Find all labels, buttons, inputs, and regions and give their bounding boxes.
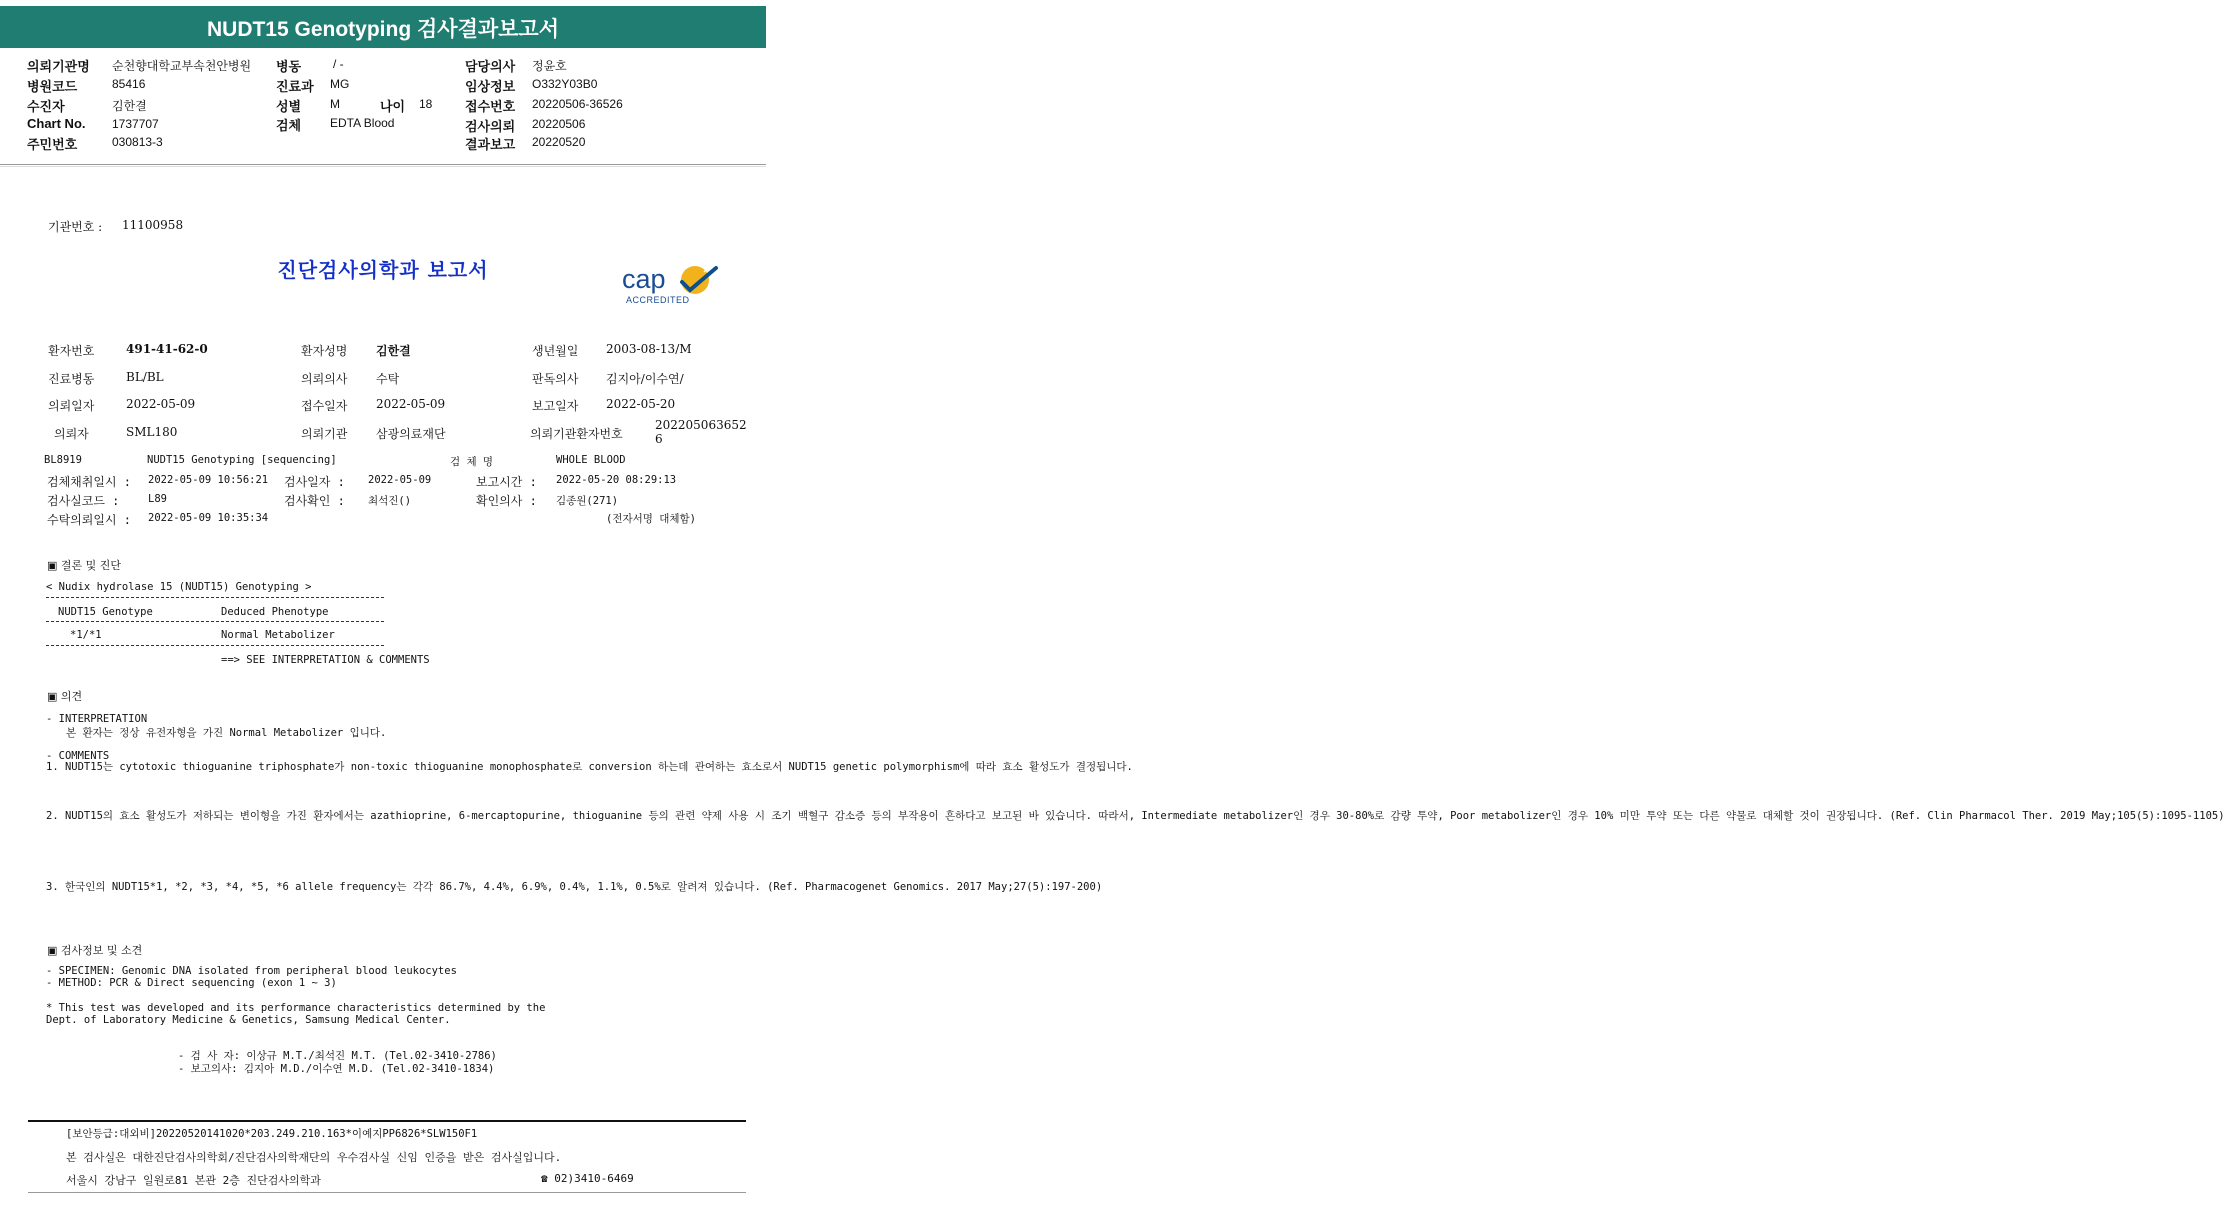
patient-name-value: 김한결	[376, 344, 411, 358]
agency-patient-no-value-1: 202205063652	[655, 418, 747, 432]
info-heading: ▣ 검사정보 및 소견	[47, 944, 143, 957]
room-code-value: L89	[148, 493, 167, 505]
doctor-value: 수탁	[376, 372, 400, 386]
attending-label: 담당의사	[465, 59, 516, 74]
specimen-value: EDTA Blood	[330, 116, 395, 130]
patient-name-label: 환자성명	[301, 344, 348, 358]
comment-2	[46, 810, 2225, 822]
hospital-value: 순천향대학교부속천안병원	[112, 59, 252, 73]
cap-sub: ACCREDITED	[626, 295, 690, 305]
ward-value: / -	[333, 57, 344, 71]
patient-no-value: 491-41-62-0	[126, 342, 208, 356]
agency-patient-no-value-2: 6	[655, 432, 663, 446]
info-method: - METHOD: PCR & Direct sequencing (exon 1 ~ 3)	[46, 977, 337, 989]
header-divider	[0, 164, 766, 165]
report-header-title: NUDT15 Genotyping 검사결과보고서	[206, 18, 559, 41]
confirm-value: 최석진()	[368, 495, 412, 507]
report-time-value: 2022-05-20 08:29:13	[556, 474, 677, 486]
comment-3	[46, 881, 1102, 893]
clinical-info-label: 임상정보	[465, 79, 516, 94]
resident-no-label: 주민번호	[27, 137, 78, 152]
department-label: 진료과	[276, 79, 314, 94]
receive-date-value: 2022-05-09	[376, 397, 446, 411]
test-name: NUDT15 Genotyping [sequencing]	[147, 454, 337, 466]
comment-3-line: (Ref. Pharmacogenet Genomics. 2017 May;27(5):197-200)	[767, 881, 1103, 893]
genotype-value: *1/*1	[70, 629, 102, 641]
report-date-label: 보고일자	[532, 399, 579, 413]
info-note-1: * This test was developed and its performance characteristics determined by the	[46, 1002, 546, 1014]
reporter-line: - 보고의사: 김지아 M.D./이수연 M.D. (Tel.02-3410-1834)	[178, 1063, 495, 1075]
comment-3-line: 3. 한국인의 NUDT15*1, *2, *3, *4, *5, *6 allele frequency는 각각 86.7%, 4.4%, 6.9%,	[46, 881, 554, 893]
certification-line: 본 검사실은 대한진단검사의학회/진단검사의학재단의 우수검사실 신임 인증을 받은 검사실입니다.	[66, 1151, 562, 1164]
comment-2-line: thioguanine 등의 관련 약제 사용 시 조기 백혈구 감소증 등의 부작용이 흔하다고 보고된 바	[572, 810, 1039, 822]
confirm-label: 검사확인 :	[284, 494, 345, 508]
exam-date-value: 2022-05-09	[368, 474, 432, 486]
ward-value-2: BL/BL	[126, 370, 164, 384]
test-request-value: 20220506	[532, 117, 586, 131]
e-sign-note: (전자서명 대체함)	[606, 513, 696, 525]
header-divider-shadow	[0, 166, 766, 167]
phenotype-value: Normal Metabolizer	[221, 629, 335, 641]
table-bottom-rule	[46, 645, 384, 646]
footer-bottom-rule	[28, 1192, 746, 1193]
result-report-value: 20220520	[532, 135, 586, 149]
consign-time-value: 2022-05-09 10:35:34	[148, 512, 269, 524]
age-label: 나이	[380, 99, 406, 114]
examinee-value: 김한결	[112, 99, 147, 113]
specimen-label: 검체	[276, 118, 302, 133]
col-phenotype-header: Deduced Phenotype	[221, 606, 329, 618]
report-date-value: 2022-05-20	[606, 397, 676, 411]
see-interpretation: ==> SEE INTERPRETATION & COMMENTS	[221, 654, 430, 666]
request-date-label: 의뢰일자	[48, 399, 95, 413]
requester-value: SML180	[126, 425, 178, 439]
test-request-label: 검사의뢰	[465, 119, 516, 134]
conclusion-subtitle: < Nudix hydrolase 15 (NUDT15) Genotyping >	[46, 581, 312, 593]
reader-label: 판독의사	[532, 372, 579, 386]
age-value: 18	[419, 97, 433, 111]
clinical-info-value: O332Y03B0	[532, 77, 598, 91]
ward-label-2: 진료병동	[48, 372, 95, 386]
opinion-heading: ▣ 의견	[47, 690, 83, 703]
phone-line: ☎ 02)3410-6469	[541, 1172, 634, 1185]
interpretation-title: - INTERPRETATION	[46, 713, 148, 725]
examinee-label: 수진자	[27, 99, 65, 114]
exam-date-label: 검사일자 :	[284, 475, 345, 489]
security-line: [보안등급:대외비]20220520141020*203.249.210.163*이예지PP6826*SLW150F1	[66, 1128, 478, 1140]
chart-no-label: Chart No.	[27, 116, 86, 131]
institution-label: 기관번호 :	[48, 220, 103, 234]
requester-label: 의뢰자	[54, 427, 89, 441]
comment-2-line: 경우 10% 미만 투약 또는 다른 약물로 대체할 것이 권장됩니다.	[1567, 810, 1884, 822]
comment-3-line: 0.4%, 1.1%, 0.5%로 알려져 있습니다.	[559, 881, 761, 893]
result-report-label: 결과보고	[465, 137, 516, 152]
institution-value: 11100958	[122, 218, 184, 232]
report-title: 진단검사의학과 보고서	[277, 258, 489, 282]
table-header-rule	[46, 621, 384, 622]
birth-value: 2003-08-13/M	[606, 342, 692, 356]
collect-value: 2022-05-09 10:56:21	[148, 474, 269, 486]
interpretation-text: 본 환자는 정상 유전자형을 가진 Normal Metabolizer 입니다.	[66, 727, 387, 739]
sex-label: 성별	[276, 99, 302, 114]
comments-title: - COMMENTS	[46, 750, 110, 762]
hospital-code-label: 병원코드	[27, 79, 78, 94]
specimen-name-label: 검 체 명	[450, 456, 494, 468]
resident-no-value: 030813-3	[112, 135, 163, 149]
receive-date-label: 접수일자	[301, 399, 348, 413]
comment-1	[46, 761, 1133, 773]
footer-top-rule	[28, 1120, 746, 1122]
test-code: BL8919	[44, 454, 82, 466]
conclusion-heading: ▣ 결론 및 진단	[47, 559, 122, 572]
agency-label: 의뢰기관	[301, 427, 348, 441]
hospital-label: 의뢰기관명	[27, 59, 90, 74]
request-date-value: 2022-05-09	[126, 397, 196, 411]
comment-2-line: 2. NUDT15의 효소 활성도가 저하되는 변이형을 가진 환자에서는 azathioprine, 6-mercaptopurine,	[46, 810, 567, 822]
agency-patient-no-label: 의뢰기관환자번호	[530, 427, 623, 441]
info-note-2: Dept. of Laboratory Medicine & Genetics, Samsung Medical Center.	[46, 1014, 451, 1026]
receipt-no-label: 접수번호	[465, 99, 516, 114]
chart-no-value: 1737707	[112, 117, 159, 131]
col-genotype-header: NUDT15 Genotype	[58, 606, 153, 618]
consign-time-label: 수탁의뢰일시 :	[47, 513, 132, 527]
examiner-line: - 검 사 자: 이상규 M.T./최석진 M.T. (Tel.02-3410-2786)	[178, 1050, 497, 1062]
comment-2-line: (Ref. Clin Pharmacol Ther. 2019 May;105(5):1095-1105)	[1889, 810, 2225, 822]
confirm-doctor-value: 김종원(271)	[556, 495, 619, 507]
comment-1-line: polymorphism에 따라 효소 활성도가 결정됩니다.	[883, 761, 1133, 773]
comment-2-line: 있습니다. 따라서, Intermediate metabolizer인 경우 30-80%로 감량 투약, Poor metabolizer인	[1045, 810, 1562, 822]
doctor-label: 의뢰의사	[301, 372, 348, 386]
specimen-name-value: WHOLE BLOOD	[556, 454, 626, 466]
confirm-doctor-label: 확인의사 :	[476, 494, 537, 508]
agency-value: 삼광의료재단	[376, 427, 446, 441]
cap-accredited-logo	[620, 262, 720, 308]
ward-label: 병동	[276, 59, 302, 74]
address-line: 서울시 강남구 일원로81 본관 2층 진단검사의학과	[66, 1174, 321, 1187]
table-top-rule	[46, 597, 384, 598]
comment-1-line: monophosphate로 conversion 하는데 관여하는 효소로서 NUDT15 genetic	[489, 761, 878, 773]
sex-value: M	[330, 97, 340, 111]
reader-value: 김지아/이수연/	[606, 372, 684, 386]
report-time-label: 보고시간 :	[476, 475, 537, 489]
birth-label: 생년월일	[532, 344, 579, 358]
receipt-no-value: 20220506-36526	[532, 97, 623, 111]
hospital-code-value: 85416	[112, 77, 146, 91]
room-code-label: 검사실코드 :	[47, 494, 120, 508]
patient-no-label: 환자번호	[48, 344, 95, 358]
info-specimen: - SPECIMEN: Genomic DNA isolated from peripheral blood leukocytes	[46, 965, 457, 977]
comment-1-line: 1. NUDT15는 cytotoxic thioguanine triphosphate가 non-toxic thioguanine	[46, 761, 484, 773]
title-bar	[0, 6, 766, 48]
cap-word: cap	[622, 264, 666, 294]
attending-value: 정윤호	[532, 59, 567, 73]
collect-label: 검체채취일시 :	[47, 475, 132, 489]
department-value: MG	[330, 77, 350, 91]
